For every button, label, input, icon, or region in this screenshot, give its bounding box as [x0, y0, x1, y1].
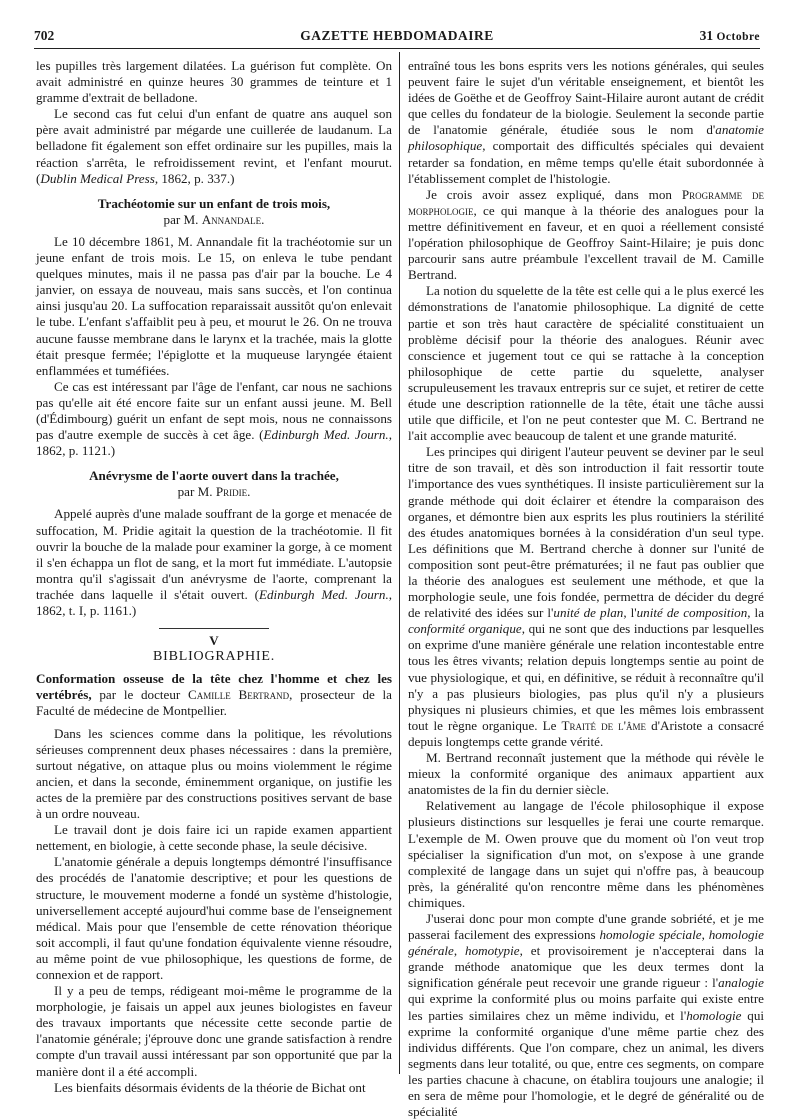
article-byline: par M. Annandale. [163, 211, 265, 227]
citation: Dublin Medical Press [40, 170, 155, 186]
column-divider [399, 52, 400, 1074]
intro-paragraph-1: les pupilles très largement dilatées. La guérison fut complète. On avait administré en quinze heures 30 grammes de teinture et 1 gramme d'extrait de belladone. [36, 58, 392, 106]
page-number: 702 [34, 28, 55, 43]
article-title-tracheotomie: Trachéotomie sur un enfant de trois mois, [97, 195, 331, 211]
review-paragraph: La notion du squelette de la tête est celle qui a le plus exercé les démonstrations de l'anatomie philosophique. La dignité de cette partie et son très haut caractère de spécialité constituaient un problème décisif pour la théorie des analogues. Réunir avec conscience et jugement tout ce qui se rattache à la conception philosophique de cette partie du squelette, analyser scrupuleusement les travaux entrepris sur ce sujet, et retirer de cette étude une description rationnelle de la tête, était une tâche aussi utile que difficile, et l'on ne peut contester que M. C. Bertrand ne l'ait accomplie avec beaucoup de talent et une grande maturité. [408, 283, 764, 444]
section-title: BIBLIOGRAPHIE. [152, 649, 276, 665]
review-paragraph: Les principes qui dirigent l'auteur peuvent se deviner par le seul titre de son travail, et dès son introduction il fait ressortir toute l'importance des vues synthétiques. Il insiste particulièrement sur la grande méthode qui doit éclairer et étendre la comparaison des organes, et démontre bien aux esprits les plus routiniers la stérilité des études anatomiques bornées à la considération d'un seul type. Les définitions que M. Bertrand cherche à donner sur l'unité de composition sont peut-être prématurées; il ne faut pas oublier que la théorie des analogues est seulement une méthode, et que la morphologie seule, une fois fondée, permettra de décider du degré de relativité des idées sur l'unité de plan, l'unité de composition, la conformité organique, qui ne sont que des inductions par lesquelles on exprime d'une manière générale une relation incontestable entre tous les êtres vivants; relation depuis longtemps sentie au point de vue physiologique, et qui, en définitive, se réduit à reconnaître qu'il n'y a pas plusieurs biologies, pas plus qu'il n'y a plusieurs physiques ni plusieurs chimies, et que les mêmes lois embrassent tout le règne organique. Le Traité de l'âme d'Aristote a consacré depuis longtemps cette grande vérité. [408, 444, 765, 749]
review-paragraph: Les bienfaits désormais évidents de la théorie de Bichat ont [54, 1079, 366, 1095]
review-paragraph: Il y a peu de temps, rédigeant moi-même le programme de la morphologie, je faisais un appel aux jeunes biologistes en faveur des travaux importants que nécessite cette seconde partie de l'anatomie générale; j'éprouve donc une grande satisfaction à rendre compte d'un travail aussi intéressant par son opportunité que par la manière dont il a été accompli. [36, 983, 392, 1079]
right-column [408, 58, 764, 1120]
left-column [36, 58, 392, 1096]
issue-date [700, 28, 760, 44]
article-paragraph: Ce cas est intéressant par l'âge de l'enfant, car nous ne sachions pas qu'elle ait été encore faite sur un enfant aussi jeune. M. Bell (d'Édimbourg) guérit un enfant de sept mois, nous ne connaissons pas d'autre exemple de succès à cet âge. (Edinburgh Med. Journ., 1862, p. 1121.) [36, 378, 392, 459]
review-paragraph: Relativement au langage de l'école philosophique il expose plusieurs distinctions sur lesquelles je ferai une courte remarque. L'exemple de M. Owen prouve que du moment où l'on veut trop spécialiser la signification d'un mot, on s'expose à une grande complexité de langage dans un sujet qui n'offre pas, à beaucoup près, la généralité qu'on rencontre même dans les phénomènes chimiques. [408, 798, 764, 910]
bibliography-heading: Conformation osseuse de la tête chez l'homme et chez les vertébrés, par le docteur Camille Bertrand, prosecteur de la Faculté de médecine de Montpellier. [36, 671, 392, 719]
article-byline: par M. Pridie. [177, 484, 251, 500]
section-number: V [209, 633, 219, 649]
book-title: Conformation osseuse de la tête chez l'homme et chez les vertébrés, [36, 671, 392, 703]
intro-paragraph-2: Le second cas fut celui d'un enfant de quatre ans auquel son père avait administré par mégarde une cuillerée de laudanum. La belladone fit également son effet ordinaire sur les pupilles, mais la réaction s'arrêta, le refroidissement revint, et l'enfant mourut. (Dublin Medical Press, 1862, p. 337.) [36, 106, 392, 186]
book-author: Camille Bertrand [188, 687, 290, 703]
article-paragraph: Le 10 décembre 1861, M. Annandale fit la trachéotomie sur un jeune enfant de trois mois. Le 15, on enleva le tube pendant quelques minutes, mais il ne passa pas d'air par la bouche. Le 4 janvier, on essaya de nouveau, mais sans succès, et l'on continua ainsi jusqu'au 20. La suffocation reparaissait aussitôt qu'on enlevait le tube. L'enfant s'affaiblit peu à peu, et mourut le 26. On ne trouva aucune fausse membrane dans le larynx et la trachée, mais la glotte était presque fermée; l'épiglotte et la muqueuse laryngée étaient enflammées et tuméfiées. [36, 233, 392, 378]
journal-title: GAZETTE HEBDOMADAIRE [300, 28, 494, 43]
review-paragraph: L'anatomie générale a depuis longtemps démontré l'insuffisance des procédés de l'anatomie descriptive; et pour les questions de structure, le mouvement moderne a fondé un système d'histologie, universellement accepté aujourd'hui comme base de l'enseignement médical. Mais pour que l'ensemble de cette rénovation théorique soit accompli, il faut qu'une fondation équivalente vienne résoudre, au même point de vue philosophique, les questions de forme, de connexion et de rapport. [36, 854, 392, 982]
article-paragraph: Appelé auprès d'une malade souffrant de la gorge et menacée de suffocation, M. Pridie agitait la question de la trachéotomie. Il fit ouvrir la bouche de la malade pour examiner la gorge, à ce moment il s'en échappa un flot de sang, et la mort fut immédiate. L'autopsie montra qu'il s'agissait d'un anévrysme de l'aorte, comprenant la trachée dans laquelle il s'était ouvert. (Edinburgh Med. Journ., 1862, t. I, p. 1161.) [36, 506, 392, 618]
author-name: Pridie. [215, 484, 251, 500]
citation: Edinburgh Med. Journ. [259, 586, 389, 602]
article-title-anevrysme: Anévrysme de l'aorte ouvert dans la trachée, [89, 468, 339, 484]
review-paragraph: J'userai donc pour mon compte d'une grande sobriété, et je me passerai facilement des expressions homologie spéciale, homologie générale, homotypie, et provisoirement je n'accepterai dans la grande méthode anatomique que les deux termes dont la signification générale peut recevoir une grande rigueur : l'analogie qui exprime la conformité plus ou moins parfaite qui existe entre les parties similaires chez un même individu, et l'homologie qui exprime la conformité organique d'une même partie chez des individus différents. Que l'on compare, chez un animal, les divers segments dans leur totalité, ou que, entre ces segments, on compare les parties chacune à chacune, on établira toujours une analogie; il en sera de même pour l'homologie, et le degré de généralité ou de spécialité [408, 910, 764, 1120]
page-header [34, 28, 760, 46]
review-paragraph: M. Bertrand reconnaît justement que la méthode qui révèle le mieux la conformité organique des animaux appartient aux anatomistes de la fin du dernier siècle. [408, 750, 764, 798]
review-paragraph: Dans les sciences comme dans la politique, les révolutions sérieuses comprennent deux phases nécessaires : dans la première, surtout négative, on attaque plus ou moins violemment le régime ancien, et dans la seconde, éminemment organique, on justifie les actes de la première par des constructions positives servant de base à un ordre nouveau. [36, 725, 392, 822]
review-paragraph: Je crois avoir assez expliqué, dans mon Programme de morphologie, ce qui manque à la théorie des analogues pour la mettre définitivement en faveur, et en quoi a réellement consisté l'opération philosophique de Geoffroy Saint-Hilaire; je puis donc parcourir sans autre préambule l'excellent travail de M. Camille Bertrand. [408, 186, 764, 283]
citation: Edinburgh Med. Journ. [263, 427, 389, 443]
issue-day: 31 [699, 28, 714, 43]
header-rule [34, 48, 760, 49]
author-name: Annandale. [201, 211, 265, 227]
review-paragraph: entraîné tous les bons esprits vers les notions générales, qui seules peuvent faire le sujet d'un véritable enseignement, et bientôt les idées de Goëthe et de Geoffroy Saint-Hilaire auront autant de crédit que celles du fondateur de la biologie. Seulement la seconde partie de l'anatomie générale, étudiée sous le nom d'anatomie philosophique, comportait des difficultés spéciales qui devaient retarder sa fondation, en même temps qu'elle était subordonnée à l'établissement complet de l'histologie. [408, 58, 764, 186]
review-paragraph: Le travail dont je dois faire ici un rapide examen appartient nettement, en biologie, à cette seconde phase, la seule décisive. [36, 822, 392, 854]
issue-month: Octobre [716, 31, 760, 43]
section-rule [159, 628, 269, 629]
